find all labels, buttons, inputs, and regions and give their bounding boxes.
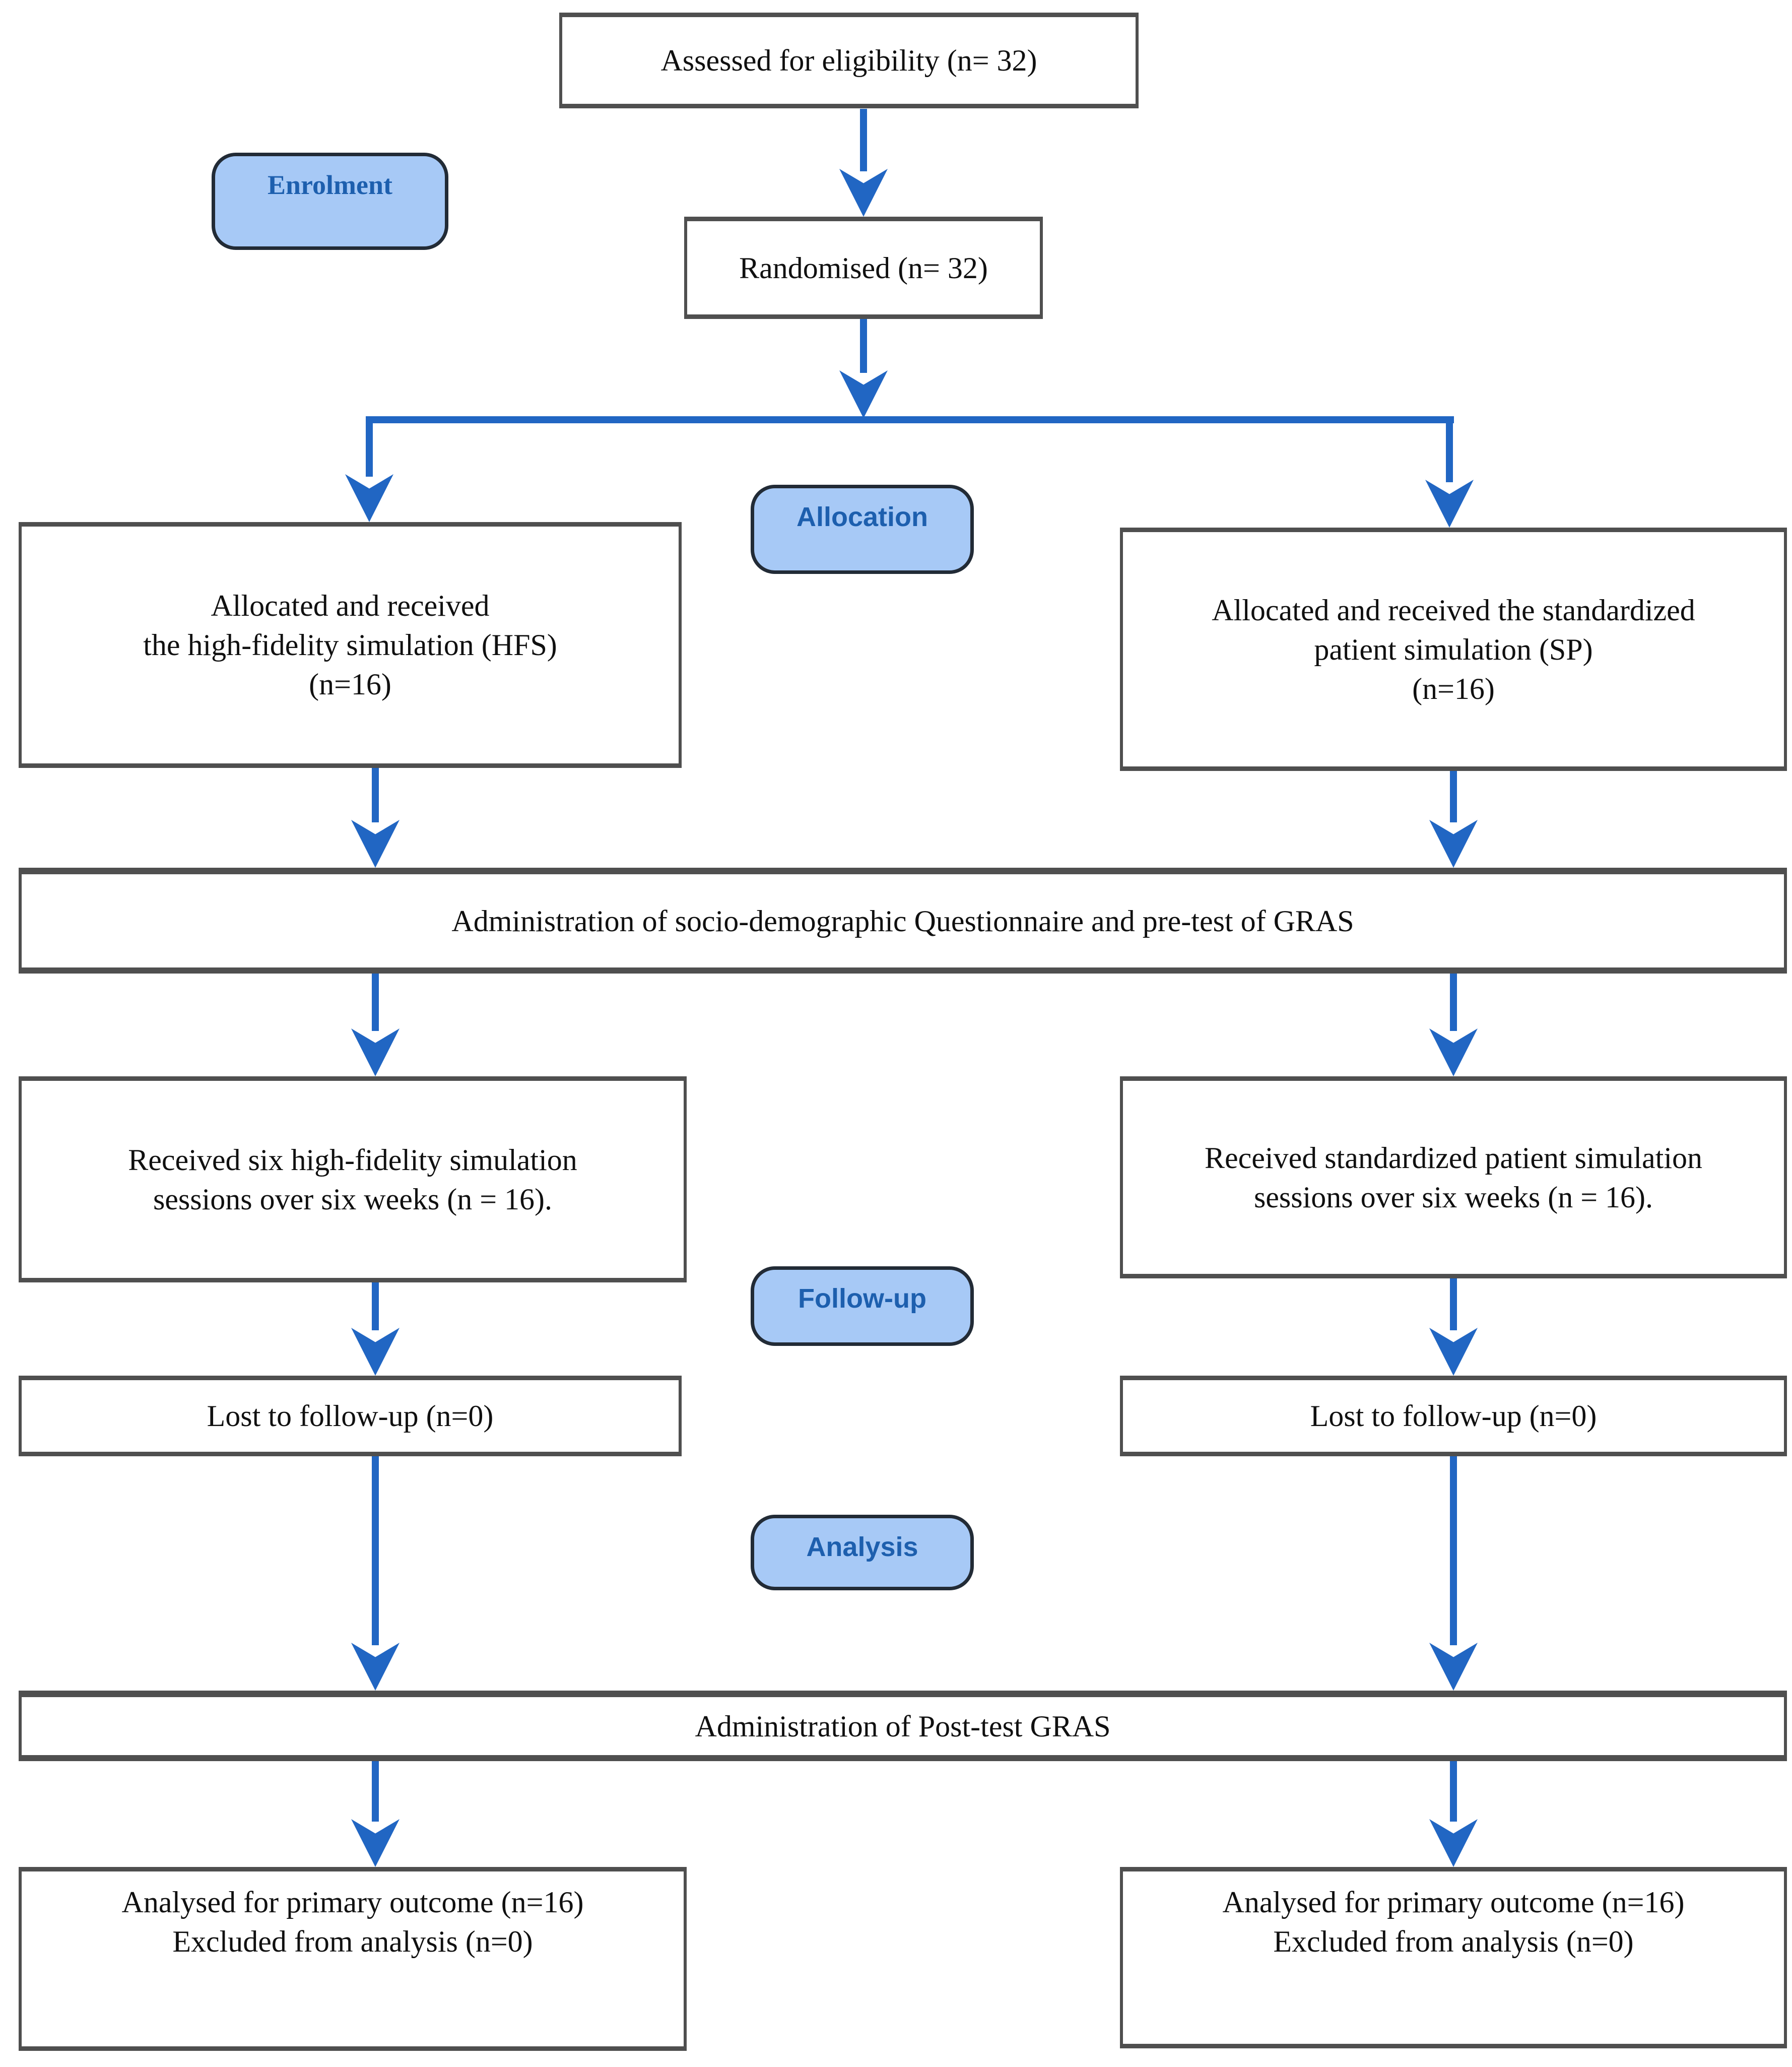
box-randomised: [684, 217, 1043, 319]
box-lost-followup-right: [1120, 1376, 1787, 1456]
box-allocated-sp-line3: (n=16): [1412, 672, 1495, 705]
box-posttest-text: Administration of Post-test GRAS: [695, 1709, 1111, 1743]
box-allocated-hfs-line2: the high-fidelity simulation (HFS): [143, 628, 557, 662]
box-received-sp-line1: Received standardized patient simulation: [1204, 1141, 1702, 1175]
arrowhead-icon: [839, 370, 888, 418]
arrow-posttest-to-analysed-right: [1450, 1761, 1457, 1822]
box-allocated-sp: [1120, 528, 1787, 771]
box-allocated-sp-line2: patient simulation (SP): [1314, 632, 1593, 666]
box-analysed-left-line2: Excluded from analysis (n=0): [172, 1925, 533, 1958]
box-lost-followup-left: [19, 1376, 682, 1456]
box-analysed-right: [1120, 1867, 1787, 2048]
box-assessed-eligibility: [559, 13, 1139, 108]
arrow-received-left-to-lost-left: [372, 1282, 379, 1330]
arrowhead-icon: [1429, 1643, 1478, 1691]
box-randomised-text: Randomised (n= 32): [739, 251, 988, 285]
box-analysed-right-line1: Analysed for primary outcome (n=16): [1222, 1886, 1685, 1919]
box-received-sp-line2: sessions over six weeks (n = 16).: [1253, 1180, 1653, 1214]
box-analysed-right-line2: Excluded from analysis (n=0): [1273, 1925, 1634, 1958]
box-assessed-text: Assessed for eligibility (n= 32): [660, 44, 1037, 77]
arrow-received-right-to-lost-right: [1450, 1278, 1457, 1330]
box-received-sp-sessions: [1120, 1076, 1787, 1278]
box-allocated-hfs-line1: Allocated and received: [211, 589, 490, 622]
stage-enrolment-text: Enrolment: [267, 170, 392, 200]
branch-line: [366, 416, 1454, 423]
arrow-branch-to-alloc-left: [366, 423, 373, 477]
box-received-hfs-line1: Received six high-fidelity simulation: [128, 1143, 577, 1177]
box-analysed-left: [19, 1867, 687, 2051]
arrowhead-icon: [345, 474, 393, 522]
stage-label-analysis: [751, 1515, 974, 1590]
stage-label-enrolment: [212, 153, 448, 250]
stage-label-allocation: [751, 485, 974, 574]
arrowhead-icon: [351, 1643, 400, 1691]
box-allocated-hfs-line3: (n=16): [309, 668, 391, 701]
arrowhead-icon: [1425, 480, 1474, 528]
arrow-pretest-to-received-right: [1450, 974, 1457, 1031]
arrow-lost-left-to-posttest: [372, 1456, 379, 1645]
box-pretest-text: Administration of socio-demographic Questionnaire and pre-test of GRAS: [451, 904, 1354, 938]
arrow-assessed-to-randomised: [860, 109, 867, 171]
box-lost-right-text: Lost to follow-up (n=0): [1310, 1399, 1597, 1433]
arrowhead-icon: [351, 1328, 400, 1376]
arrowhead-icon: [351, 820, 400, 868]
arrow-randomised-to-branch: [860, 319, 867, 373]
box-received-hfs-line2: sessions over six weeks (n = 16).: [153, 1182, 553, 1216]
arrow-alloc-right-to-pretest: [1450, 771, 1457, 822]
stage-followup-text: Follow-up: [798, 1283, 926, 1314]
arrowhead-icon: [1429, 1328, 1478, 1376]
arrow-alloc-left-to-pretest: [372, 768, 379, 822]
box-allocated-sp-line1: Allocated and received the standardized: [1212, 593, 1695, 627]
arrow-posttest-to-analysed-left: [372, 1761, 379, 1822]
arrow-lost-right-to-posttest: [1450, 1456, 1457, 1645]
box-analysed-left-line1: Analysed for primary outcome (n=16): [121, 1886, 584, 1919]
box-lost-left-text: Lost to follow-up (n=0): [207, 1399, 494, 1433]
stage-allocation-text: Allocation: [796, 502, 928, 532]
box-received-hfs-sessions: [19, 1076, 687, 1282]
arrow-pretest-to-received-left: [372, 974, 379, 1031]
arrowhead-icon: [1429, 820, 1478, 868]
arrowhead-icon: [1429, 1028, 1478, 1076]
box-pretest-gras: [19, 868, 1787, 974]
arrowhead-icon: [351, 1819, 400, 1867]
arrowhead-icon: [351, 1028, 400, 1076]
box-allocated-hfs: [19, 522, 682, 768]
stage-analysis-text: Analysis: [806, 1532, 918, 1562]
stage-label-followup: [751, 1266, 974, 1346]
arrowhead-icon: [1429, 1819, 1478, 1867]
box-posttest-gras: [19, 1691, 1787, 1761]
arrow-branch-to-alloc-right: [1446, 423, 1453, 482]
arrowhead-icon: [839, 169, 888, 217]
